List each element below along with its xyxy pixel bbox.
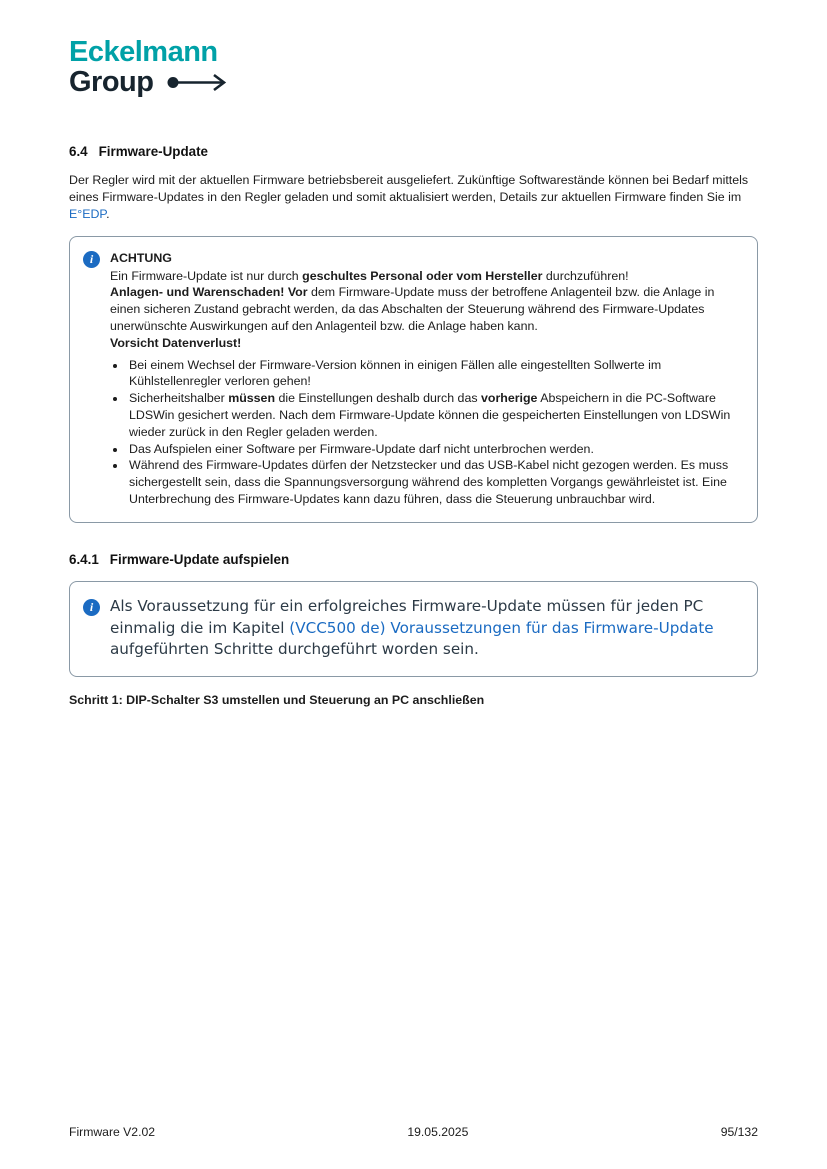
logo-wordmark-group: Group xyxy=(69,66,154,99)
attention-paragraph xyxy=(110,284,743,334)
text-segment: Vorsicht Datenverlust! xyxy=(110,335,242,350)
text-segment: Das Aufspielen einer Software per Firmware-Update darf nicht unterbrochen werden. xyxy=(129,441,594,456)
subsection-title: Firmware-Update aufspielen xyxy=(109,551,290,567)
section-number: 6.4 xyxy=(69,143,88,159)
logo xyxy=(69,0,827,98)
text-segment: dem Firmware-Update muss der betroffene Anlagenteil bzw. die Anlage in einen sicheren Zustand gebracht werden, da das Abschalten der Steuerung während des Firmware-Updates unerwünschte Auswirkungen auf den Anlagenteil bzw. die Anlage haben kann. xyxy=(110,285,715,334)
text-segment: Der Regler wird mit der aktuellen Firmware betriebsbereit ausgeliefert. Zukünftige Softwarestände können bei Bedarf mittels eines Firmware-Updates in den Regler geladen und somit aktualisiert werden, Details zur aktuellen Firmware finden Sie im xyxy=(69,172,749,204)
step-heading: Schritt 1: DIP-Schalter S3 umstellen und Steuerung an PC anschließen xyxy=(69,693,485,708)
logo-wordmark-eckelmann: Eckelmann xyxy=(69,36,218,68)
link-vcc500-voraussetzungen[interactable]: (VCC500 de) Voraussetzungen für das Firmware-Update xyxy=(289,618,714,637)
text-segment: aufgeführten Schritte durchgeführt worden sein. xyxy=(110,640,479,659)
text-segment: die Einstellungen deshalb durch das xyxy=(275,391,481,406)
text-segment: Sicherheitshalber xyxy=(129,391,229,406)
section-heading xyxy=(69,144,758,159)
attention-paragraph xyxy=(110,268,743,285)
subsection-heading xyxy=(69,552,758,567)
info-icon-glyph: i xyxy=(89,599,94,614)
attention-bullet-list xyxy=(110,357,743,508)
text-segment: vorherige xyxy=(480,391,538,406)
attention-bullet xyxy=(127,457,743,507)
attention-body xyxy=(110,250,743,508)
text-segment: Anlagen- und Warenschaden! Vor xyxy=(110,285,308,300)
page-content xyxy=(69,144,758,707)
text-segment: geschultes Personal oder vom Hersteller xyxy=(302,268,543,283)
text-segment: müssen xyxy=(228,391,276,406)
info-icon xyxy=(83,251,100,268)
text-segment: Während des Firmware-Updates dürfen der Netzstecker und das USB-Kabel nicht gezogen werden. Es muss sichergestellt sein, dass die Spannungsversorgung während des kompletten Vorgangs gewährleistet ist. Eine Unterbrechung des Firmware-Updates kann dazu führen, dass die Steuerung unbrauchbar wird. xyxy=(129,458,729,507)
attention-bullet xyxy=(127,390,743,440)
section-title: Firmware-Update xyxy=(98,143,209,159)
attention-bullet xyxy=(127,441,743,458)
info-box xyxy=(69,581,758,677)
info-icon xyxy=(83,599,100,616)
footer-version: Firmware V2.02 xyxy=(69,1125,156,1139)
subsection-number: 6.4.1 xyxy=(69,551,99,567)
text-segment: durchzuführen! xyxy=(542,268,629,283)
text-segment: Ein Firmware-Update ist nur durch xyxy=(110,268,303,283)
text-segment: Abspeichern in die PC-Software LDSWin gesichert werden. Nach dem Firmware-Update können die gespeicherten Einstellungen von LDSWin wieder zurück in den Regler geladen werden. xyxy=(129,391,731,439)
attention-paragraph xyxy=(110,335,743,352)
logo-arrow-icon xyxy=(167,73,231,92)
footer-date: 19.05.2025 xyxy=(407,1125,469,1139)
text-segment: . xyxy=(106,206,110,221)
text-segment: Als Voraussetzung für ein erfolgreiches Firmware-Update müssen für jeden PC einmalig die im Kapitel xyxy=(110,596,704,637)
attention-box xyxy=(69,236,758,523)
page-footer xyxy=(69,1125,758,1139)
attention-paragraphs xyxy=(110,268,743,352)
info-icon-glyph: i xyxy=(89,251,94,266)
text-segment: Bei einem Wechsel der Firmware-Version können in einigen Fällen alle eingestellten Sollwerte im Kühlstellenregler verloren gehen! xyxy=(129,357,662,389)
link-eedp[interactable]: E°EDP xyxy=(69,206,107,221)
attention-bullet xyxy=(127,357,743,391)
footer-page-number: 95/132 xyxy=(720,1125,758,1139)
attention-title: ACHTUNG xyxy=(110,250,172,265)
intro-paragraph xyxy=(69,172,758,223)
logo-group-row xyxy=(69,67,827,97)
info-box-text xyxy=(110,596,743,661)
